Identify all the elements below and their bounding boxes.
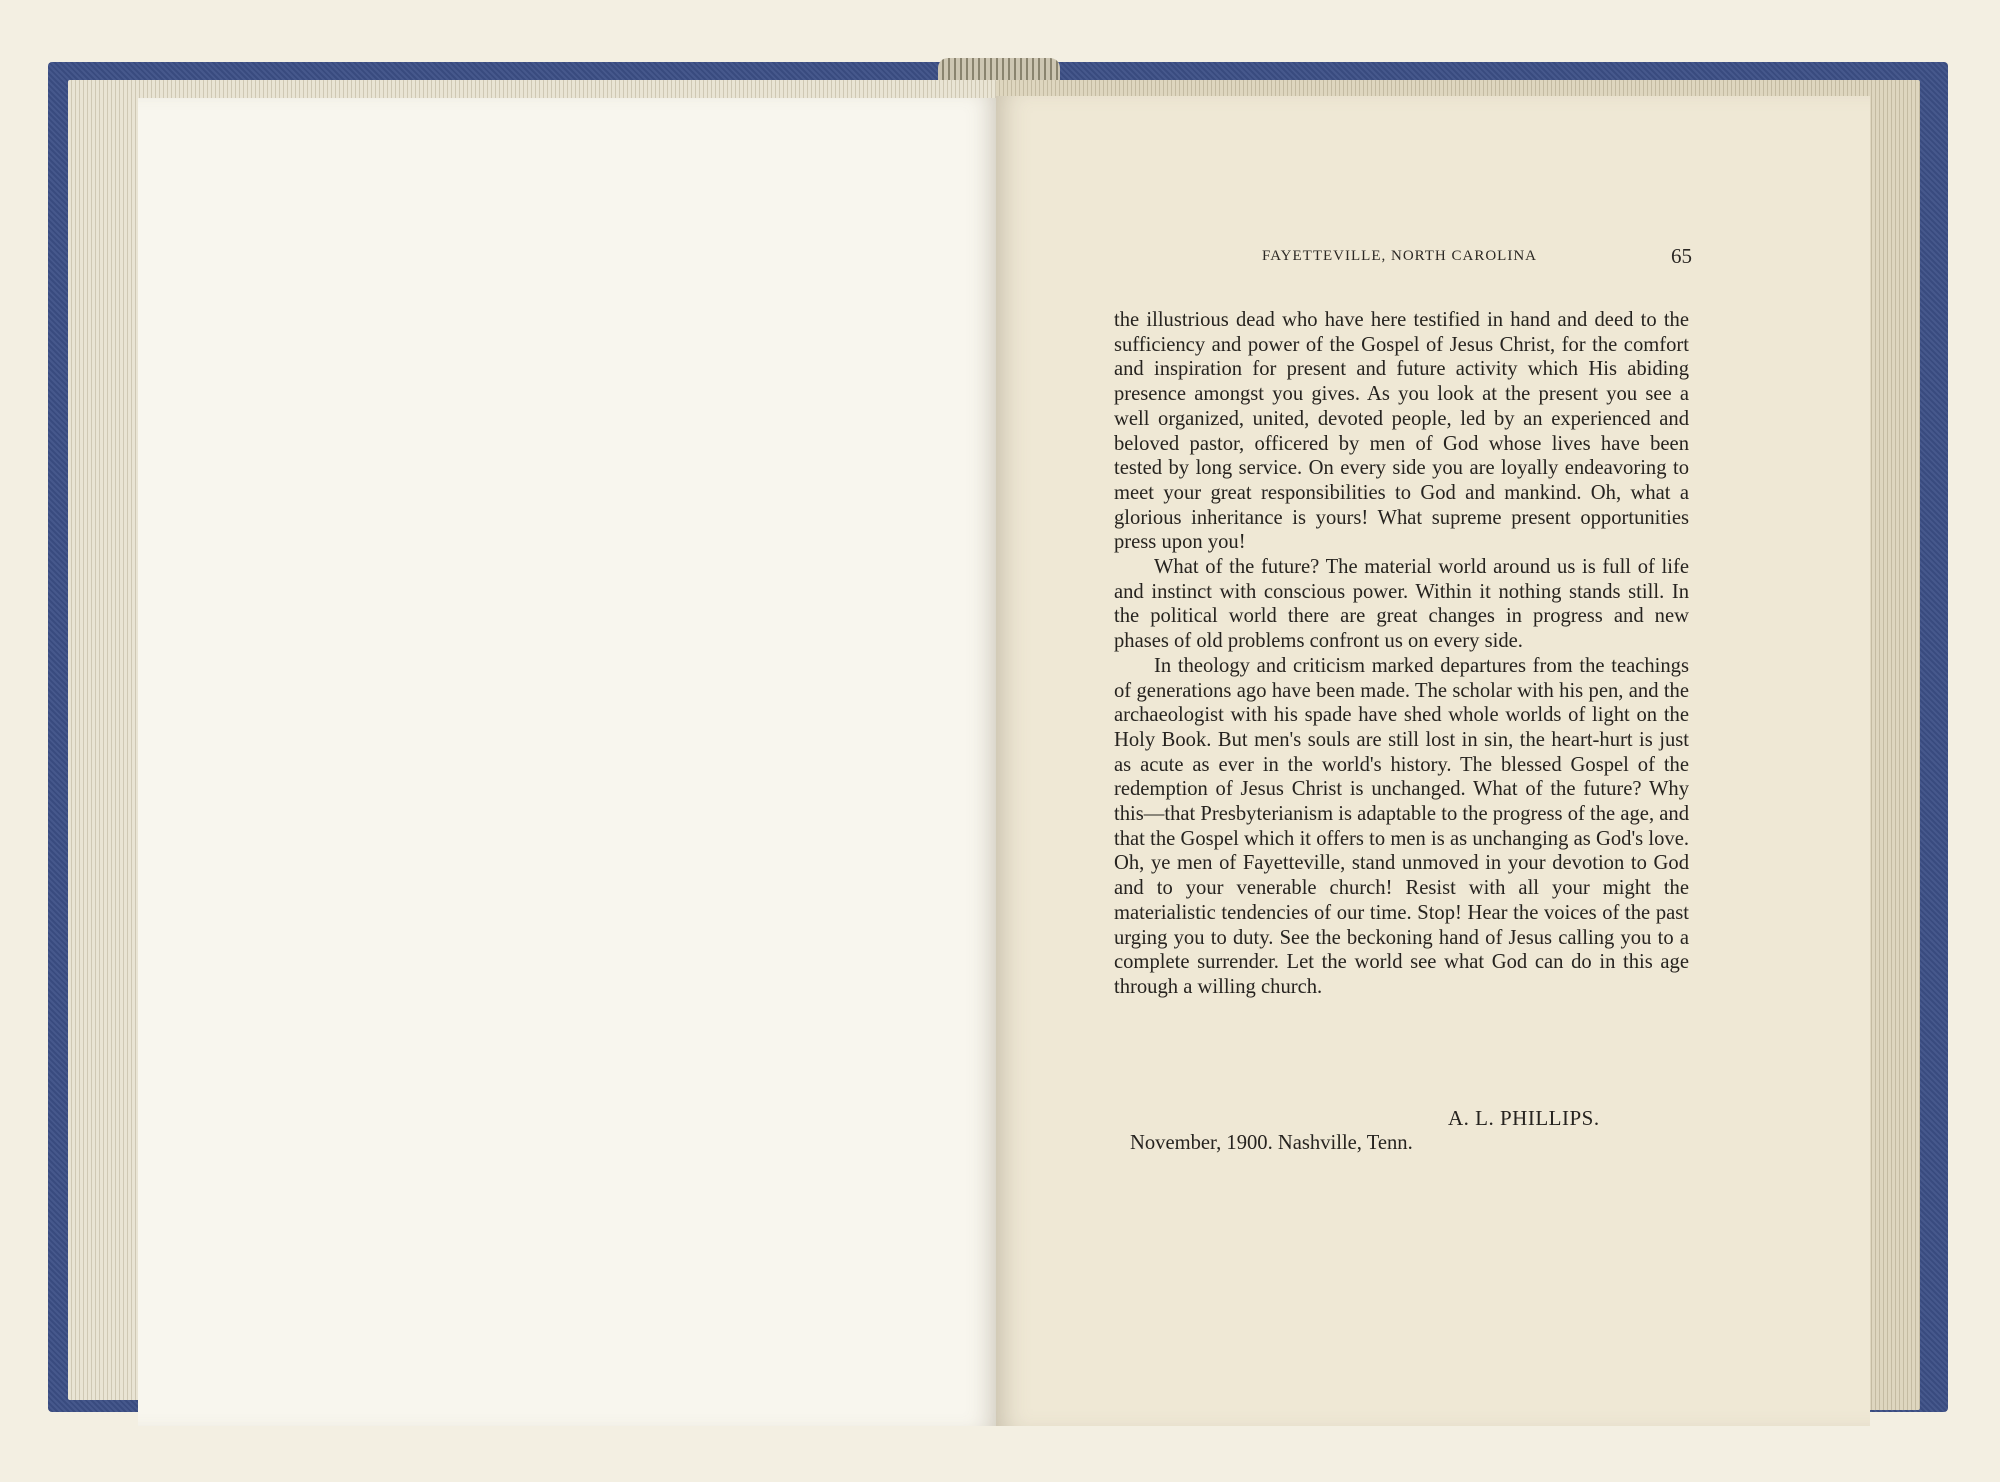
left-page-blank	[138, 98, 996, 1426]
author-signature: A. L. PHILLIPS.	[1448, 1106, 1600, 1130]
paragraph-3: In theology and criticism marked departures from the teachings of generations ago have been made. The scholar with his pen, and the archaeologist with his spade have shed whole worlds of light on the Holy Book. But men's souls are still lost in sin, the heart-hurt is just as acute as ever in the world's history. The blessed Gospel of the redemption of Jesus Christ is unchanged. What of the future? Why this—that Presbyterianism is adaptable to the progress of the age, and that the Gospel which it offers to men is as unchanging as God's love. Oh, ye men of Fayetteville, stand unmoved in your devotion to God and to your venerable church! Resist with all your might the materialistic tendencies of our time. Stop! Hear the voices of the past urging you to duty. See the beckoning hand of Jesus calling you to a complete surrender. Let the world see what God can do in this age through a willing church.	[1114, 654, 1689, 998]
paragraph-1: the illustrious dead who have here testified in hand and deed to the sufficiency and power of the Gospel of Jesus Christ, for the comfort and inspiration for present and future activity which His abiding presence amongst you gives. As you look at the present you see a well organized, united, devoted people, led by an experienced and beloved pastor, officered by men of God whose lives have been tested by long service. On every side you are loyally endeavoring to meet your great responsibilities to God and mankind. Oh, what a glorious inheritance is yours! What supreme present opportunities press upon you!	[1114, 309, 1689, 554]
dateline: November, 1900. Nashville, Tenn.	[1130, 1132, 1413, 1154]
body-text	[1114, 308, 1689, 1000]
page-number: 65	[1671, 244, 1692, 268]
paragraph-2: What of the future? The material world around us is full of life and instinct with conscious power. Within it nothing stands still. In the political world there are great changes in progress and new phases of old problems confront us on every side.	[1114, 556, 1689, 653]
running-head: FAYETTEVILLE, NORTH CAROLINA	[1262, 248, 1537, 264]
